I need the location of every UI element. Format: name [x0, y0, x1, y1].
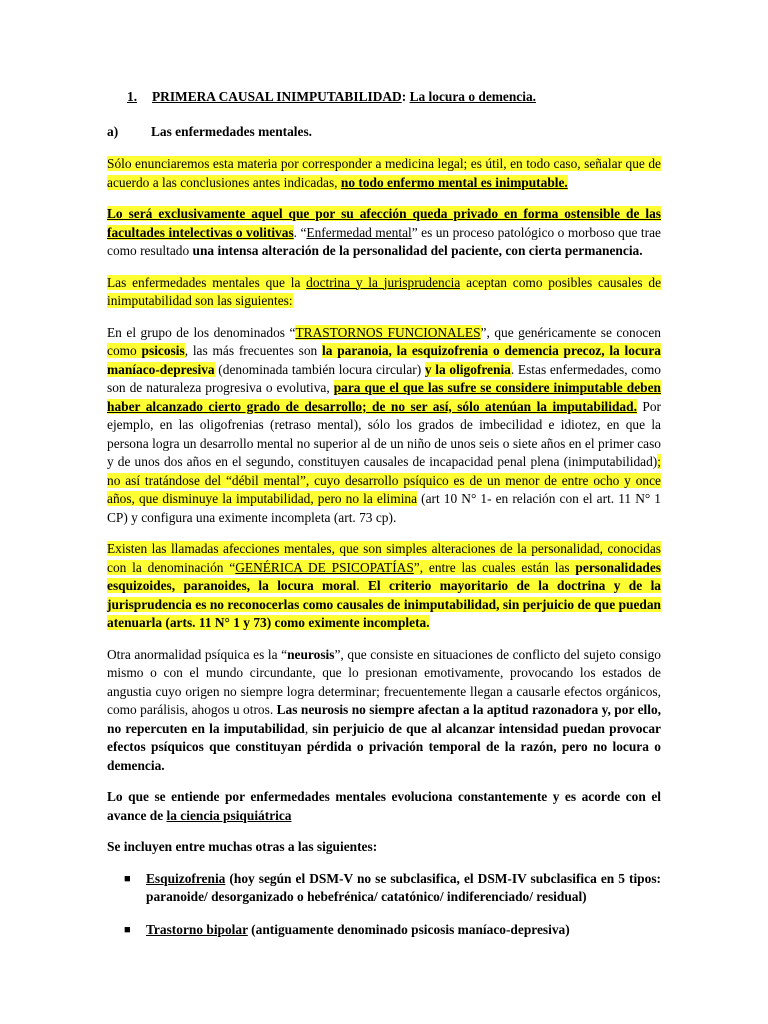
- p7-term: la ciencia psiquiátrica: [166, 807, 292, 823]
- paragraph-3: [107, 274, 661, 311]
- p3-text-2: aceptan como posibles causales de inimputabilidad son las siguientes:: [107, 274, 662, 308]
- p2-emphasis: Lo será exclusivamente aquel que por su afección queda privado en forma ostensible de las facultades intelectivas o volitivas: [107, 206, 661, 240]
- paragraph-1: [107, 155, 661, 192]
- p5-bold: personalidades esquizoides, paranoides, la locura moral: [107, 559, 661, 593]
- p4-oligofrenia: y la oligofrenia: [424, 361, 511, 377]
- square-bullet-icon: ■: [124, 872, 131, 885]
- p4-text-6: . Estas enfermedades, como son de naturaleza progresiva o evolutiva,: [107, 361, 661, 395]
- p4-text-7: Por ejemplo, en las oligofrenias (retraso mental), sólo los grados de imbecilidad e idiotez, en que la persona logra un desarrollo mental no superior al de un niño de unos seis o siete años en el primer caso y de unos dos años en el segundo, constituyen causales de incapacidad penal plena (inimputabilidad): [107, 398, 661, 469]
- p4-text-4: , las más frecuentes son: [184, 343, 322, 358]
- list-item: [107, 870, 661, 907]
- subsection-label: a): [107, 123, 119, 139]
- square-bullet-icon: ■: [124, 923, 131, 936]
- p6-text-2: ”, que consiste en situaciones de conflicto del sujeto consigo mismo o con el mundo circundante, que lo presionan emotivamente, provocando los estados de angustia cuyo origen no siempre logra determinar; frecuentemente llegan a causarle efectos orgánicos, como parálisis, ahogos u otros.: [107, 646, 661, 717]
- p5-text-3: .: [356, 578, 368, 593]
- section-subtitle: La locura o demencia.: [409, 89, 537, 104]
- disease-list: [107, 870, 661, 940]
- p4-psicosis: psicosis: [141, 343, 185, 358]
- paragraph-2: [107, 205, 661, 261]
- list-item-text: (hoy según el DSM-V no se subclasifica, el DSM-IV subclasifica en 5 tipos: paranoide/ desorganizado o hebefrénica/ catatónico/ indiferenciado/ residual): [146, 870, 661, 904]
- p5-emphasis: El criterio mayoritario de la doctrina y de la jurisprudencia es no reconocerlas como causales de inimputabilidad, sin perjuicio de que puedan atenuarla (arts. 11 N° 1 y 73) como eximente incompleta.: [107, 578, 661, 630]
- section-colon: :: [401, 89, 407, 104]
- p5-term: GENÉRICA DE PSICOPATÍAS: [235, 559, 414, 575]
- subsection-title: Las enfermedades mentales.: [151, 123, 313, 139]
- p7-text: Lo que se entiende por enfermedades mentales evoluciona constantemente y es acorde con el avance de: [107, 789, 661, 823]
- paragraph-8: [107, 838, 661, 857]
- section-number: 1.: [127, 89, 138, 104]
- p2-text-2: ” es un proceso patológico o morboso que trae como resultado: [107, 224, 661, 258]
- paragraph-5: [107, 540, 661, 633]
- p2-text: . “: [293, 224, 307, 240]
- section-heading: [127, 88, 661, 107]
- section-title: PRIMERA CAUSAL INIMPUTABILIDAD: [152, 89, 402, 104]
- p6-bold-2: sin perjuicio de que al alcanzar intensidad puedan provocar efectos psíquicos que constituyan pérdida o privación temporal de la razón, pero no locura o demencia.: [107, 720, 661, 773]
- p4-text: En el grupo de los denominados “: [107, 324, 296, 340]
- list-item: [107, 921, 661, 940]
- paragraph-4: [107, 324, 661, 528]
- p6-bold: Las neurosis no siempre afectan a la aptitud razonadora y, por ello, no repercuten en la imputabilidad: [107, 702, 661, 736]
- list-item-term: Trastorno bipolar: [146, 921, 248, 937]
- p1-emphasis: no todo enfermo mental es inimputable.: [340, 174, 568, 190]
- p6-text: Otra anormalidad psíquica es la “: [107, 646, 288, 662]
- p6-text-3: ,: [304, 720, 313, 736]
- p5-text-2: ”, entre las cuales están las: [413, 559, 576, 575]
- p4-term: TRASTORNOS FUNCIONALES: [295, 324, 481, 340]
- paragraph-7: [107, 788, 661, 825]
- p4-text-5: (denominada también locura circular): [214, 361, 425, 377]
- document-body: [107, 88, 661, 953]
- list-item-text: (antiguamente denominado psicosis maníaco-depresiva): [247, 921, 570, 937]
- p8-text: Se incluyen entre muchas otras a las siguientes:: [107, 839, 378, 854]
- p5-text: Existen las llamadas afecciones mentales, que son simples alteraciones de la personalidad, conocidas con la denominación “: [107, 541, 661, 575]
- list-item-term: Esquizofrenia: [146, 870, 226, 886]
- p1-text: Sólo enunciaremos esta materia por corresponder a medicina legal; es útil, en todo caso, señalar que de acuerdo a las conclusiones antes indicadas,: [107, 156, 661, 190]
- p3-term: doctrina y la jurisprudencia: [306, 274, 461, 290]
- p2-bold: una intensa alteración de la personalidad del paciente, con cierta permanencia.: [192, 243, 643, 258]
- paragraph-6: [107, 646, 661, 776]
- p4-highlight: ; no así tratándose del “débil mental”, cuyo desarrollo psíquico es de un menor de entre ocho y once años, que disminuye la imputabilidad, pero no la elimina: [107, 454, 661, 506]
- p4-text-8: (art 10 N° 1- en relación con el art. 11 N° 1 CP) y configura una eximente incompleta (art. 73 cp).: [107, 491, 662, 525]
- p4-text-3: como: [107, 343, 142, 358]
- p6-term: neurosis: [287, 646, 335, 662]
- p2-term: Enfermedad mental: [306, 224, 412, 240]
- p3-text: Las enfermedades mentales que la: [107, 274, 307, 290]
- p4-emphasis: para que el que las sufre se considere inimputable deben haber alcanzado cierto grado de desarrollo; de no ser así, sólo atenúan la imputabilidad.: [107, 380, 661, 414]
- p4-list: la paranoia, la esquizofrenia o demencia precoz, la locura maníaco-depresiva: [107, 343, 661, 377]
- p4-text-2: ”, que genéricamente se conocen: [480, 324, 662, 340]
- subsection-heading: [107, 123, 661, 142]
